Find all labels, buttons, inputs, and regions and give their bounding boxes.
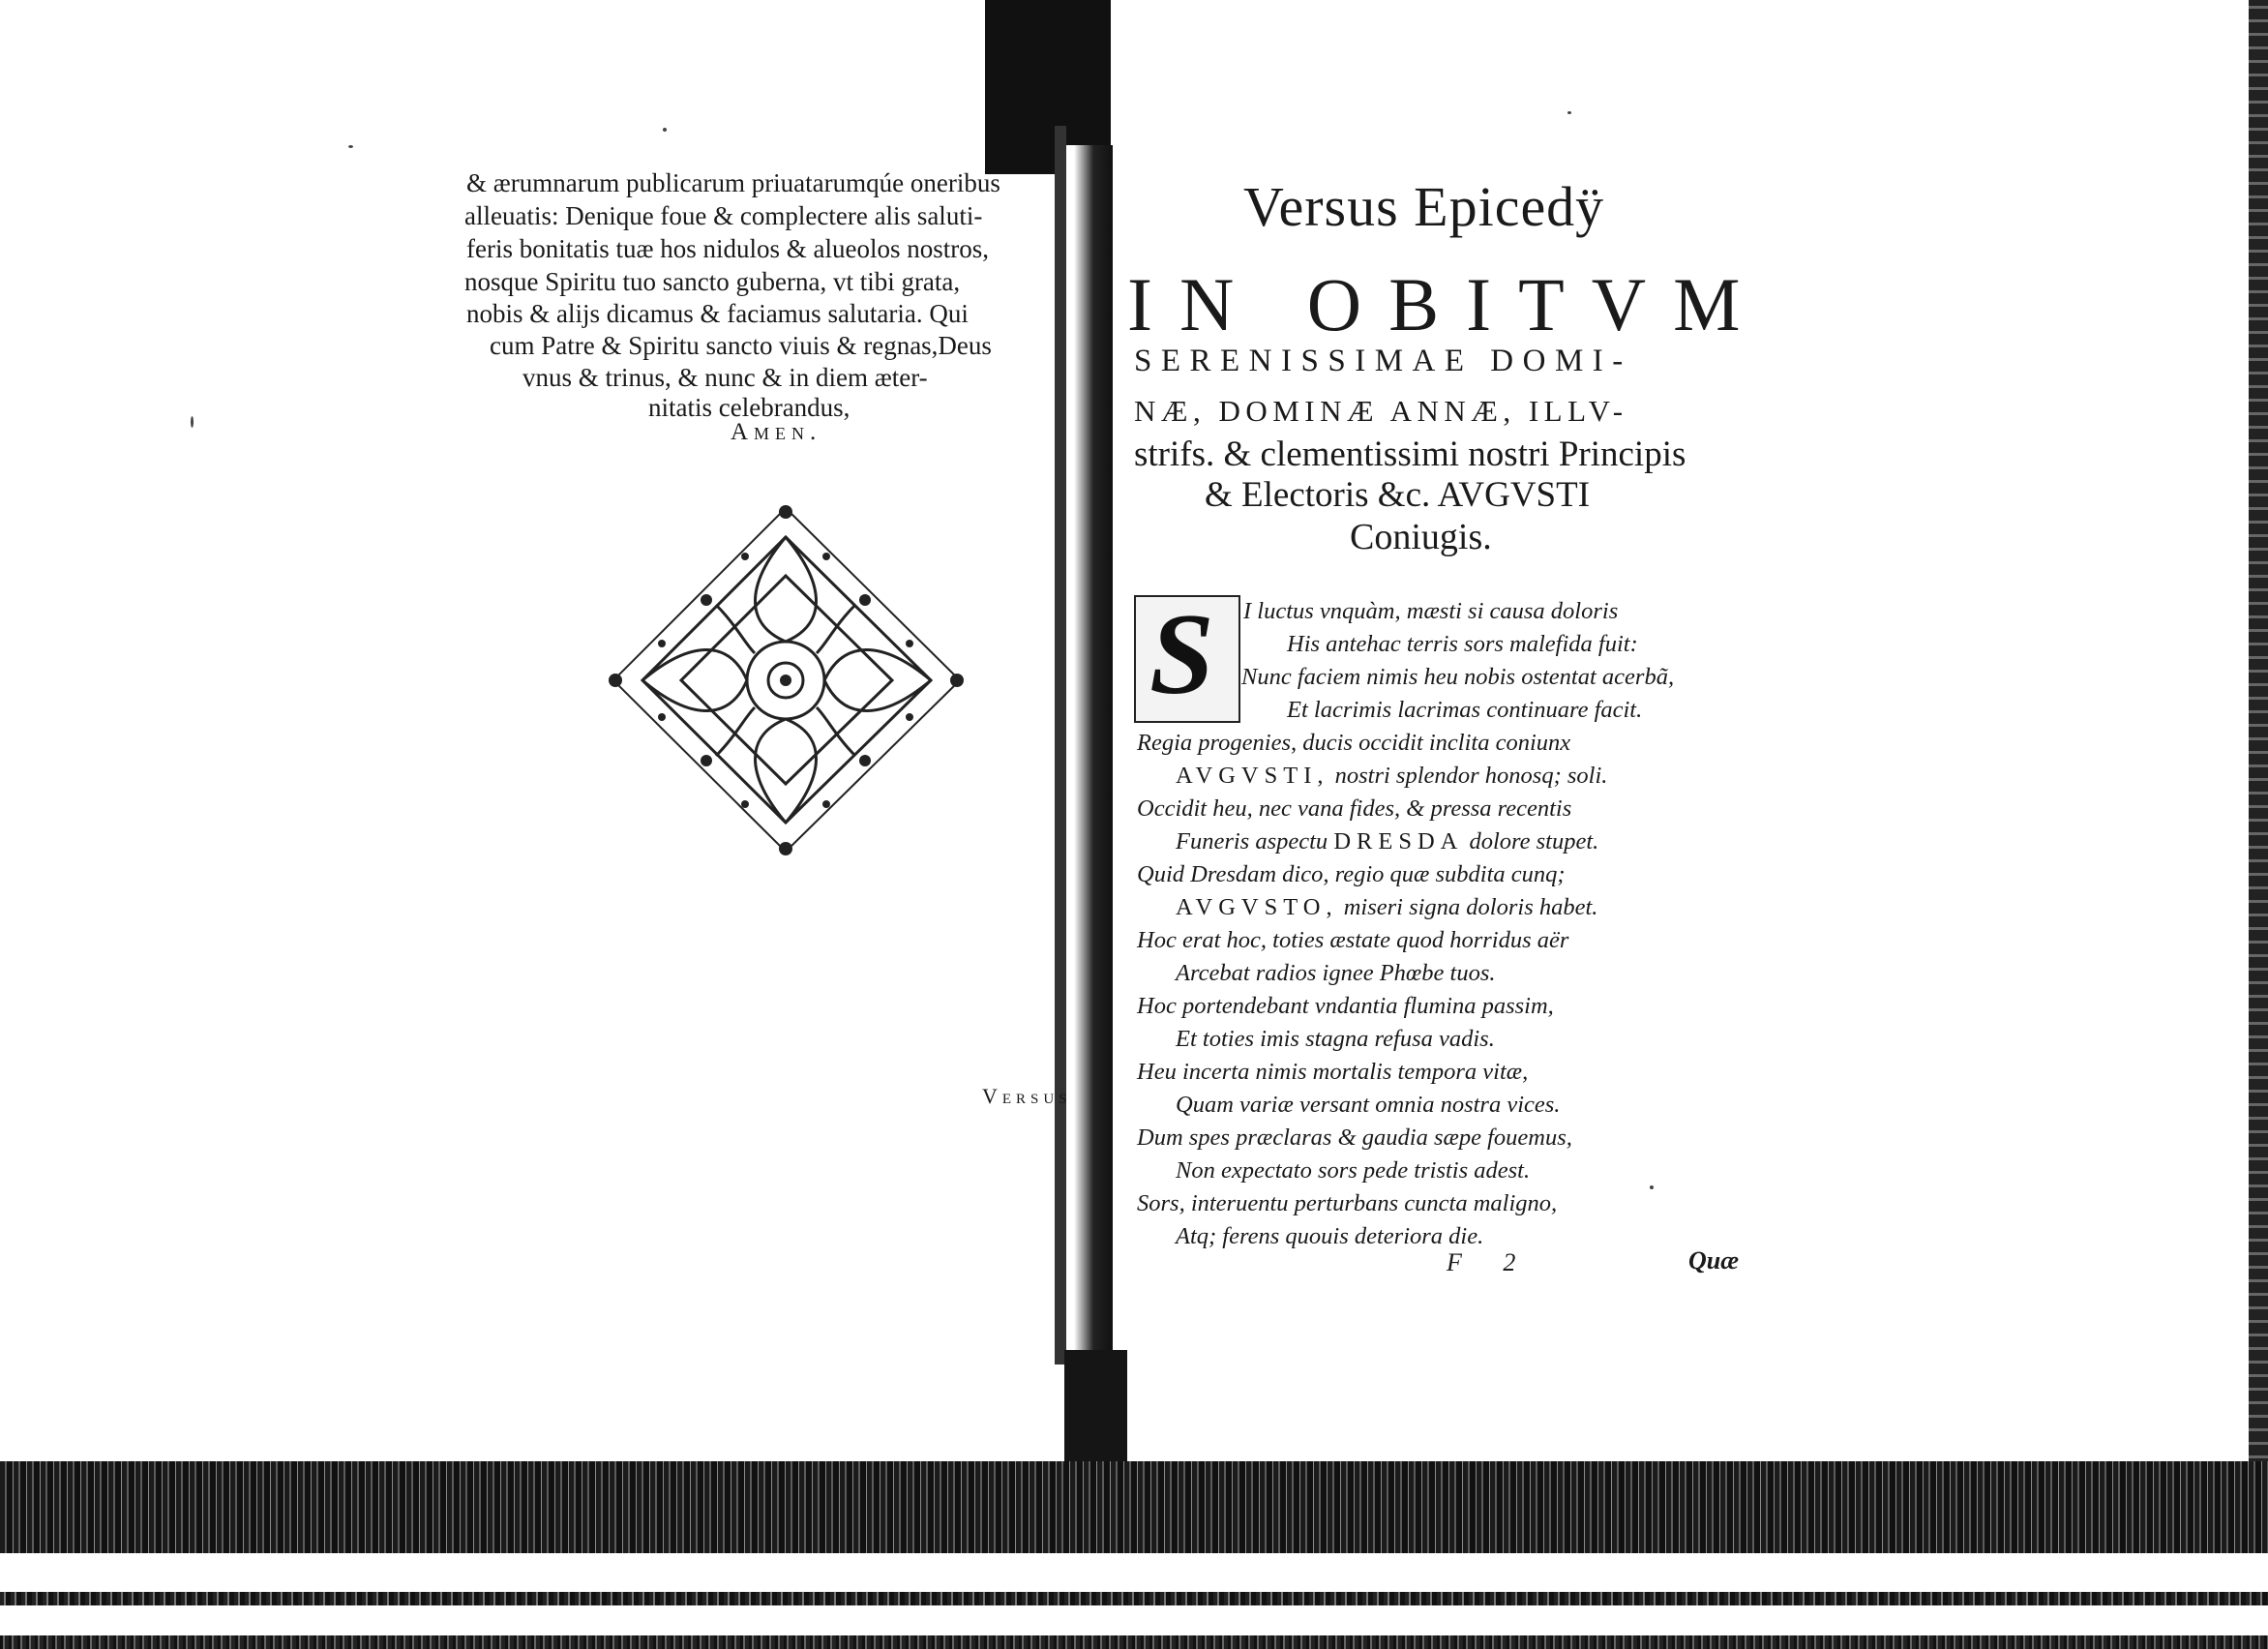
poem-line: His antehac terris sors malefida fuit: xyxy=(1287,631,1638,657)
poem-line: Et toties imis stagna refusa vadis. xyxy=(1176,1026,1495,1052)
heading-versus: Versus Epicedÿ xyxy=(1243,175,1605,238)
poem-line xyxy=(1176,893,1597,922)
scan-noise-line xyxy=(0,1592,2268,1605)
name-dresda: DRESDA xyxy=(1333,828,1464,854)
text-line: nosque Spiritu tuo sancto guberna, vt tibi grata, xyxy=(464,267,961,296)
heading-line-5: strifs. & clementissimi nostri Principis xyxy=(1134,435,1686,474)
poem-line xyxy=(1176,762,1607,791)
text-line: feris bonitatis tuæ hos nidulos & alueolos nostros, xyxy=(466,234,989,263)
heading-line-3: SERENISSIMAE DOMI- xyxy=(1134,344,1632,378)
poem-line: Dum spes præclaras & gaudia sæpe fouemus, xyxy=(1137,1124,1572,1151)
poem-line: Hoc portendebant vndantia flumina passim, xyxy=(1137,993,1554,1019)
poem-line-rest: miseri signa doloris habet. xyxy=(1337,894,1598,920)
scan-noise-band xyxy=(0,1461,2268,1553)
heading-line-6: & Electoris &c. AVGVSTI xyxy=(1205,475,1591,515)
left-page-edge xyxy=(1055,126,1066,1364)
catchword-right: Quæ xyxy=(1688,1246,1740,1274)
catchword-left: Versus xyxy=(982,1084,1072,1108)
ornament-diamond-icon xyxy=(600,498,972,861)
signature-mark: F 2 xyxy=(1447,1248,1534,1276)
poem-line: Quam variæ versant omnia nostra vices. xyxy=(1176,1092,1561,1118)
poem-line: I luctus vnquàm, mæsti si causa doloris xyxy=(1243,598,1619,624)
poem-line: Et lacrimis lacrimas continuare facit. xyxy=(1287,697,1643,723)
poem-line-start: Funeris aspectu xyxy=(1176,828,1334,854)
dropcap-letter: S xyxy=(1149,589,1214,718)
amen-text: Amen. xyxy=(731,419,822,445)
heading-in-obitum: IN OBITVM xyxy=(1127,262,1768,346)
heading-coniugis: Coniugis. xyxy=(1350,517,1492,557)
text-line: nitatis celebrandus, xyxy=(648,393,850,422)
right-scan-edge xyxy=(2249,0,2268,1461)
text-line: cum Patre & Spiritu sancto viuis & regnas,Deus xyxy=(490,331,992,360)
text-line: vnus & trinus, & nunc & in diem æter- xyxy=(522,363,928,392)
text-line: & ærumnarum publicarum priuatarumqúe oneribus xyxy=(466,168,1000,197)
speck xyxy=(348,145,353,148)
speck xyxy=(663,128,667,132)
name-augusti: AVGVSTI, xyxy=(1176,763,1329,789)
speck xyxy=(1650,1185,1654,1189)
poem-line: Nunc faciem nimis heu nobis ostentat acerbã, xyxy=(1241,664,1675,690)
heading-line-4: NÆ, DOMINÆ ANNÆ, ILLV- xyxy=(1134,394,1628,428)
poem-line: Regia progenies, ducis occidit inclita coniunx xyxy=(1137,730,1571,756)
scan-noise-line-bottom xyxy=(0,1635,2268,1649)
dropcap-initial xyxy=(1134,589,1240,723)
name-augusto: AVGVSTO, xyxy=(1176,894,1338,920)
poem-line xyxy=(1176,827,1598,856)
text-line: nobis & alijs dicamus & faciamus salutaria. Qui xyxy=(466,299,969,328)
speck xyxy=(191,416,194,428)
poem-line: Atq; ferens quouis deteriora die. xyxy=(1176,1223,1484,1249)
poem-line: Arcebat radios ignee Phœbe tuos. xyxy=(1176,960,1496,986)
poem-line: Quid Dresdam dico, regio quæ subdita cunq; xyxy=(1137,861,1566,887)
poem-line: Occidit heu, nec vana fides, & pressa recentis xyxy=(1137,795,1572,822)
speck xyxy=(1567,111,1571,114)
poem-line: Hoc erat hoc, toties æstate quod horridus aër xyxy=(1137,927,1569,953)
poem-line: Heu incerta nimis mortalis tempora vitæ, xyxy=(1137,1059,1529,1085)
poem-line-rest: dolore stupet. xyxy=(1463,828,1599,854)
binding-shadow-bottom xyxy=(1064,1350,1127,1461)
text-line: alleuatis: Denique foue & complectere alis saluti- xyxy=(464,201,983,230)
poem-line: Non expectato sors pede tristis adest. xyxy=(1176,1157,1531,1184)
poem-line: Sors, interuentu perturbans cuncta maligno, xyxy=(1137,1190,1558,1216)
poem-line-rest: nostri splendor honosq; soli. xyxy=(1328,763,1608,789)
